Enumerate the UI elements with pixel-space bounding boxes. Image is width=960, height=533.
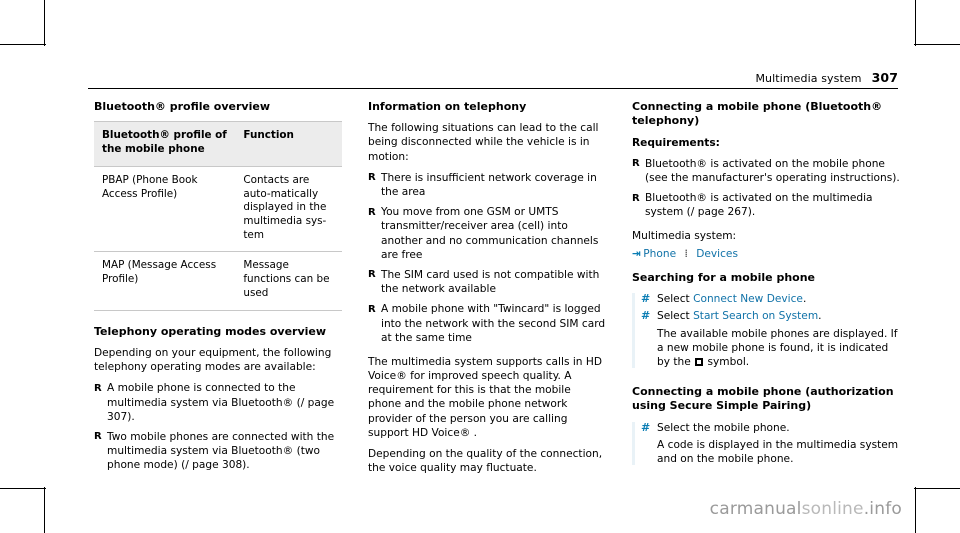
- header-title: Multimedia system: [755, 72, 862, 85]
- procedure-step: [641, 292, 900, 306]
- list-item: [368, 171, 606, 199]
- bullet-marker-icon: R: [94, 382, 102, 394]
- column-one: [94, 100, 342, 478]
- running-header: [755, 70, 898, 85]
- step-arrow-icon: #: [641, 309, 651, 323]
- table-header-profile: Bluetooth® profile of the mobile phone: [94, 122, 235, 166]
- menu-separator-icon: ⁞: [684, 247, 688, 260]
- menu-node-phone: Phone: [643, 247, 677, 260]
- table-cell-function: Message functions can be used: [235, 252, 342, 310]
- menu-link-connect-new-device[interactable]: Connect New Device: [693, 293, 803, 306]
- hd-voice-paragraph: The multimedia system supports calls in HD Voice® for improved speech quality. A requirement for this is that the mobile phone and the mobile phone network provider of the person you are calling support HD Voice® .: [368, 355, 602, 439]
- procedure-step: [641, 309, 900, 323]
- multimedia-system-label: Multimedia system:: [632, 229, 737, 242]
- column-three: [632, 100, 900, 469]
- list-item: [632, 157, 900, 185]
- connecting-mobile-phone-heading: Connecting a mobile phone (Bluetooth® telephony): [632, 100, 883, 128]
- bullet-marker-icon: R: [368, 303, 376, 315]
- bullet-marker-icon: R: [632, 192, 640, 204]
- bullet-marker-icon: R: [94, 431, 102, 443]
- crop-mark: [44, 487, 45, 533]
- crop-mark: [914, 44, 960, 45]
- list-item-text: A mobile phone with "Twincard" is logged into the network with the second SIM card at the same time: [381, 303, 606, 344]
- search-note-text-b: symbol.: [707, 355, 750, 368]
- crop-mark: [915, 487, 916, 533]
- telephony-modes-heading: Telephony operating modes overview: [94, 324, 327, 338]
- step-arrow-icon: #: [641, 292, 651, 306]
- list-item-text: The SIM card used is not compatible with the network available: [381, 268, 600, 296]
- list-item-text: Two mobile phones are connected with the multimedia system via Bluetooth® (two phone mode) (/ page 308).: [107, 430, 335, 472]
- authorization-note-text: A code is displayed in the multimedia system and on the mobile phone.: [657, 438, 899, 466]
- crop-mark: [914, 488, 960, 489]
- step-arrow-icon: #: [641, 420, 651, 434]
- list-item: [632, 191, 900, 219]
- menu-link-start-search-on-system[interactable]: Start Search on System: [693, 310, 819, 323]
- bullet-marker-icon: R: [368, 172, 376, 184]
- list-item: [368, 205, 606, 262]
- step-suffix: .: [818, 310, 822, 323]
- list-item-text: There is insufficient network coverage in the area: [381, 171, 597, 199]
- column-two: [368, 100, 606, 482]
- step-prefix: Select: [657, 310, 694, 323]
- information-on-telephony-heading: Information on telephony: [368, 100, 527, 113]
- watermark-part-2: sonline: [801, 499, 864, 519]
- watermark: [710, 499, 902, 519]
- step-prefix: Select: [657, 293, 694, 306]
- menu-path: [632, 247, 900, 261]
- table-cell-profile: MAP (Message Access Profile): [94, 252, 235, 310]
- page-number: 307: [871, 70, 898, 85]
- bullet-marker-icon: R: [632, 158, 640, 170]
- menu-node-devices: Devices: [696, 247, 738, 260]
- search-procedure-block: [632, 292, 900, 369]
- crop-mark: [915, 0, 916, 46]
- requirements-label: Requirements:: [632, 136, 720, 149]
- new-device-symbol-icon: [695, 358, 703, 366]
- table-cell-function: Contacts are auto-matically displayed in the multimedia sys-tem: [235, 166, 342, 252]
- watermark-part-3: .info: [863, 499, 902, 519]
- list-item: [94, 430, 342, 473]
- crop-mark: [0, 488, 46, 489]
- search-note-text-a: The available mobile phones are displayed. If a new mobile phone is found, it is indicated by the: [657, 327, 898, 368]
- telephony-intro: The following situations can lead to the call being disconnected while the vehicle is in motion:: [368, 122, 599, 163]
- list-item-text: Bluetooth® is activated on the mobile phone (see the manufacturer's operating instructions).: [645, 157, 900, 184]
- search-result-note: [641, 327, 900, 370]
- table-header-function: Function: [235, 122, 342, 166]
- step-text: Select the mobile phone.: [657, 421, 790, 434]
- bullet-marker-icon: R: [368, 206, 376, 218]
- authorization-note: [641, 438, 900, 466]
- crop-mark: [44, 0, 45, 46]
- table-row: [94, 252, 342, 310]
- table-header-row: [94, 122, 342, 166]
- watermark-part-1: carmanual: [709, 499, 802, 519]
- list-item-text: You move from one GSM or UMTS transmitter/receiver area (cell) into another and no communication channels are free: [381, 206, 599, 261]
- list-item: [368, 302, 606, 345]
- bluetooth-profile-overview-heading: Bluetooth® profile overview: [94, 100, 270, 113]
- list-item-text: A mobile phone is connected to the multimedia system via Bluetooth® (/ page 307).: [107, 382, 335, 423]
- header-rule: [88, 88, 898, 89]
- arrow-icon: ⇥: [632, 247, 640, 260]
- table-cell-profile: PBAP (Phone Book Access Profile): [94, 166, 235, 252]
- list-item-text: Bluetooth® is activated on the multimedia system (/ page 267).: [645, 192, 873, 219]
- crop-mark: [0, 44, 46, 45]
- voice-quality-paragraph: Depending on the quality of the connection, the voice quality may fluctuate.: [368, 448, 603, 475]
- list-item: [368, 268, 606, 296]
- authorization-heading: Connecting a mobile phone (authorization using Secure Simple Pairing): [632, 385, 894, 413]
- searching-heading: Searching for a mobile phone: [632, 270, 816, 284]
- bluetooth-profile-table: [94, 121, 342, 310]
- authorization-procedure-block: [632, 421, 900, 467]
- table-row: [94, 166, 342, 252]
- procedure-step: [641, 421, 900, 435]
- list-item: [94, 381, 342, 424]
- bullet-marker-icon: R: [368, 269, 376, 281]
- telephony-modes-intro: Depending on your equipment, the following telephony operating modes are available:: [94, 346, 332, 374]
- step-suffix: .: [802, 293, 807, 306]
